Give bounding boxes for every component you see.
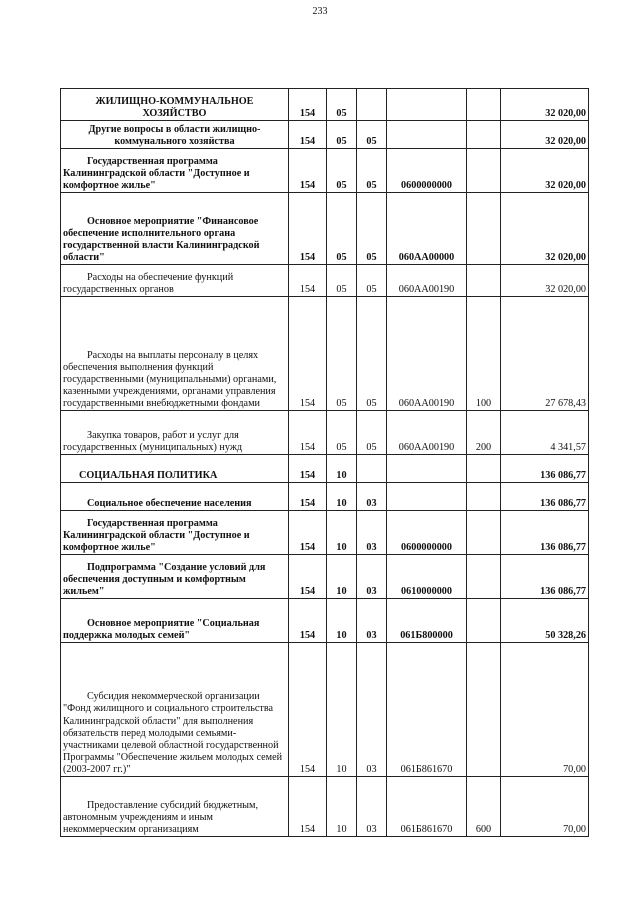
table-row <box>61 411 589 455</box>
row-vr <box>467 193 501 265</box>
row-rz: 05 <box>327 265 357 297</box>
table-row <box>61 455 589 483</box>
row-vr <box>467 599 501 643</box>
table-row <box>61 89 589 121</box>
row-description: Расходы на обеспечение функций государственных органов <box>61 265 289 297</box>
row-rz: 05 <box>327 297 357 411</box>
row-sum: 136 086,77 <box>501 555 589 599</box>
row-rz: 05 <box>327 149 357 193</box>
table-row <box>61 149 589 193</box>
row-gr: 154 <box>289 89 327 121</box>
table-row <box>61 777 589 837</box>
table-row <box>61 555 589 599</box>
row-rz: 10 <box>327 511 357 555</box>
row-vr <box>467 265 501 297</box>
row-gr: 154 <box>289 555 327 599</box>
row-gr: 154 <box>289 149 327 193</box>
row-gr: 154 <box>289 777 327 837</box>
row-pr: 05 <box>357 193 387 265</box>
row-csr: 060АА00190 <box>387 411 467 455</box>
row-csr <box>387 121 467 149</box>
row-description: Государственная программа Калининградской области "Доступное и комфортное жилье" <box>61 149 289 193</box>
row-sum: 4 341,57 <box>501 411 589 455</box>
row-description: Предоставление субсидий бюджетным, автономным учреждениям и иным некоммерческим организациям <box>61 777 289 837</box>
row-csr: 061Б861670 <box>387 643 467 777</box>
row-description: СОЦИАЛЬНАЯ ПОЛИТИКА <box>61 455 289 483</box>
table-row <box>61 483 589 511</box>
row-description: Основное мероприятие "Финансовое обеспечение исполнительного органа государственной власти Калининградской области" <box>61 193 289 265</box>
row-sum: 136 086,77 <box>501 511 589 555</box>
row-gr: 154 <box>289 265 327 297</box>
row-rz: 10 <box>327 777 357 837</box>
row-gr: 154 <box>289 511 327 555</box>
row-pr: 03 <box>357 483 387 511</box>
row-rz: 05 <box>327 193 357 265</box>
row-description: ЖИЛИЩНО-КОММУНАЛЬНОЕ ХОЗЯЙСТВО <box>61 89 289 121</box>
row-description: Закупка товаров, работ и услуг для государственных (муниципальных) нужд <box>61 411 289 455</box>
row-description: Другие вопросы в области жилищно-коммунального хозяйства <box>61 121 289 149</box>
row-sum: 32 020,00 <box>501 121 589 149</box>
row-pr: 03 <box>357 777 387 837</box>
row-vr <box>467 89 501 121</box>
table-row <box>61 297 589 411</box>
row-pr: 03 <box>357 599 387 643</box>
row-csr: 0600000000 <box>387 511 467 555</box>
table-row <box>61 121 589 149</box>
row-gr: 154 <box>289 121 327 149</box>
row-description: Социальное обеспечение населения <box>61 483 289 511</box>
row-rz: 10 <box>327 455 357 483</box>
row-pr: 05 <box>357 121 387 149</box>
row-pr: 03 <box>357 555 387 599</box>
row-rz: 05 <box>327 89 357 121</box>
row-pr: 05 <box>357 149 387 193</box>
row-rz: 05 <box>327 121 357 149</box>
row-description: Субсидия некоммерческой организации "Фонд жилищного и социального строительства Калининградской области" для выполнения обязательств перед молодыми семьями-участниками целевой областной государственной Программы "Обеспечение жильем молодых семей (2003-2007 гг.)" <box>61 643 289 777</box>
row-description: Государственная программа Калининградской области "Доступное и комфортное жилье" <box>61 511 289 555</box>
row-pr: 03 <box>357 511 387 555</box>
row-sum: 136 086,77 <box>501 483 589 511</box>
row-csr: 060АА00190 <box>387 265 467 297</box>
row-pr: 03 <box>357 643 387 777</box>
row-sum: 32 020,00 <box>501 265 589 297</box>
row-rz: 10 <box>327 555 357 599</box>
row-sum: 32 020,00 <box>501 89 589 121</box>
row-csr <box>387 89 467 121</box>
budget-table <box>60 88 589 837</box>
row-csr: 061Б800000 <box>387 599 467 643</box>
table-row <box>61 599 589 643</box>
row-vr <box>467 643 501 777</box>
row-rz: 10 <box>327 643 357 777</box>
row-description: Подпрограмма "Создание условий для обеспечения доступным и комфортным жильем" <box>61 555 289 599</box>
row-vr <box>467 455 501 483</box>
row-pr: 05 <box>357 265 387 297</box>
row-gr: 154 <box>289 411 327 455</box>
row-rz: 10 <box>327 599 357 643</box>
row-sum: 70,00 <box>501 777 589 837</box>
row-vr <box>467 149 501 193</box>
row-vr: 100 <box>467 297 501 411</box>
row-vr <box>467 483 501 511</box>
row-gr: 154 <box>289 643 327 777</box>
row-sum: 136 086,77 <box>501 455 589 483</box>
table-row <box>61 511 589 555</box>
row-csr: 060АА00000 <box>387 193 467 265</box>
row-vr <box>467 555 501 599</box>
row-csr <box>387 455 467 483</box>
row-pr <box>357 455 387 483</box>
row-vr <box>467 511 501 555</box>
row-sum: 32 020,00 <box>501 193 589 265</box>
row-gr: 154 <box>289 297 327 411</box>
table-row <box>61 193 589 265</box>
row-rz: 10 <box>327 483 357 511</box>
row-rz: 05 <box>327 411 357 455</box>
row-description: Расходы на выплаты персоналу в целях обеспечения выполнения функций государственными (муниципальными) органами, казенными учреждениями, органами управления государственными внебюджетными фондами <box>61 297 289 411</box>
row-gr: 154 <box>289 599 327 643</box>
row-sum: 50 328,26 <box>501 599 589 643</box>
row-gr: 154 <box>289 483 327 511</box>
row-csr: 0600000000 <box>387 149 467 193</box>
table-row <box>61 643 589 777</box>
row-vr: 200 <box>467 411 501 455</box>
row-sum: 32 020,00 <box>501 149 589 193</box>
table-row <box>61 265 589 297</box>
row-sum: 27 678,43 <box>501 297 589 411</box>
row-pr <box>357 89 387 121</box>
row-gr: 154 <box>289 455 327 483</box>
row-vr: 600 <box>467 777 501 837</box>
page-number: 233 <box>312 6 328 17</box>
row-sum: 70,00 <box>501 643 589 777</box>
row-pr: 05 <box>357 297 387 411</box>
row-gr: 154 <box>289 193 327 265</box>
row-csr: 061Б861670 <box>387 777 467 837</box>
row-csr: 0610000000 <box>387 555 467 599</box>
row-csr: 060АА00190 <box>387 297 467 411</box>
row-pr: 05 <box>357 411 387 455</box>
row-description: Основное мероприятие "Социальная поддержка молодых семей" <box>61 599 289 643</box>
row-csr <box>387 483 467 511</box>
row-vr <box>467 121 501 149</box>
